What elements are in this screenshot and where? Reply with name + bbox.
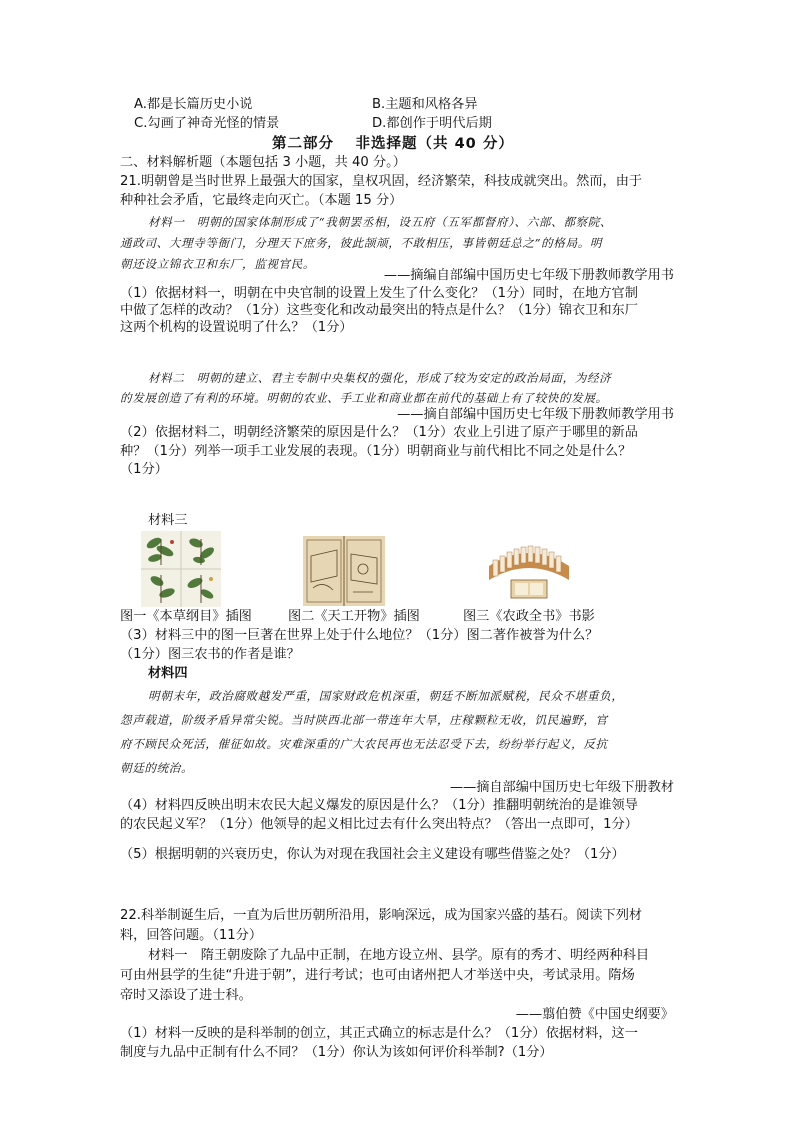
q21-question5: （5）根据明朝的兴衰历史，你认为对现在我国社会主义建设有哪些借鉴之处？（1分） [120, 847, 625, 862]
q21-material3-title: 材料三 [148, 513, 188, 528]
q21-question2-line: （2）依据材料二，明朝经济繁荣的原因是什么？（1分）农业上引进了原产于哪里的新品 [120, 425, 638, 440]
figure3-caption: 图三《农政全书》书影 [463, 609, 595, 624]
option-d: D.都创作于明代后期 [372, 116, 492, 131]
q21-question3-line: （1分）图三农书的作者是谁？ [120, 647, 300, 662]
q21-material4-line: 怨声载道，阶级矛盾异常尖锐。当时陕西北部一带连年大旱，庄稼颗粒无收，饥民遍野，官 [120, 713, 608, 727]
q21-material2-line: 的发展创造了有利的环境。明朝的农业、手工业和商业都在前代的基础上有了较快的发展。 [120, 391, 608, 405]
q22-question1-line: （1）材料一反映的是科举制的创立，其正式确立的标志是什么？（1分）依据材料，这一 [120, 1026, 638, 1041]
q22-material1-line: 可由州县学的生徒“升进于朝”，进行考试；也可由诸州把人才举送中央，考试录用。隋炀 [120, 968, 635, 983]
q21-material4-line: 府不顾民众死活，催征如故。灾难深重的广大农民再也无法忍受下去，纷纷举行起义，反抗 [120, 737, 608, 751]
q21-material4-source: ——摘自部编中国历史七年级下册教材 [449, 780, 674, 795]
figure2-caption: 图二《天工开物》插图 [288, 609, 420, 624]
option-a: A.都是长篇历史小说 [134, 97, 253, 112]
q22-material1-line: 材料一 隋王朝废除了九品中正制，在地方设立州、县学。原有的秀才、明经两种科目 [148, 948, 650, 963]
figure1-caption: 图一《本草纲目》插图 [120, 609, 252, 624]
section-heading: 二、材料解析题（本题包括 3 小题，共 40 分。） [120, 155, 406, 170]
option-b: B.主题和风格各异 [372, 97, 478, 112]
q21-material1-line: 通政司、大理寺等衙门，分理天下庶务，彼此颉颃，不敢相压，事皆朝廷总之”的格局。明 [120, 236, 603, 250]
nongzheng-quanshu-photo [483, 536, 575, 604]
q21-material1-source: ——摘编自部编中国历史七年级下册教师教学用书 [383, 268, 674, 283]
q22-intro-line: 22.科举制诞生后，一直为后世历朝所沿用，影响深远，成为国家兴盛的基石。阅读下列材 [120, 908, 643, 923]
q22-material1-line: 帝时又添设了进士科。 [120, 988, 252, 1003]
option-c: C.勾画了神奇光怪的情景 [134, 116, 280, 131]
q22-material1-source: ——翦伯赞《中国史纲要》 [515, 1007, 674, 1022]
q21-material1-line: 朝还设立锦衣卫和东厂，监视官民。 [120, 257, 316, 271]
q21-question2-line: （1分） [120, 462, 168, 477]
q21-intro-line: 21.明朝曾是当时世界上最强大的国家，皇权巩固，经济繁荣，科技成就突出。然而，由于 [120, 174, 643, 189]
q21-intro-line: 种种社会矛盾，它最终走向灭亡。（本题 15 分） [120, 193, 403, 208]
q21-material4-line: 朝廷的统治。 [120, 761, 194, 775]
q21-question1-line: 中做了怎样的改动？（1分）这些变化和改动最突出的特点是什么？（1分）锦衣卫和东厂 [120, 303, 638, 318]
q22-intro-line: 料，回答问题。（11分） [120, 928, 263, 943]
q21-question3-line: （3）材料三中的图一巨著在世界上处于什么地位？（1分）图二著作被誉为什么？ [120, 628, 599, 643]
q21-material4-title: 材料四 [148, 666, 188, 681]
q21-question2-line: 种？（1分）列举一项手工业发展的表现。（1分）明朝商业与前代相比不同之处是什么？ [120, 444, 632, 459]
q21-material2-line: 材料二 明朝的建立、君主专制中央集权的强化，形成了较为安定的政治局面，为经济 [148, 371, 612, 385]
bencao-illustration [141, 531, 221, 607]
q22-question1-line: 制度与九品中正制有什么不同？（1分）你认为该如何评价科举制?（1分） [120, 1045, 553, 1060]
q21-material2-source: ——摘自部编中国历史七年级下册教师教学用书 [397, 407, 674, 422]
part2-title: 第二部分 非选择题（共 40 分） [272, 136, 514, 152]
q21-question4-line: 的农民起义军？（1分）他领导的起义相比过去有什么突出特点？（答出一点即可，1分） [120, 817, 638, 832]
q21-question1-line: （1）依据材料一，明朝在中央官制的设置上发生了什么变化？（1分）同时，在地方官制 [120, 286, 638, 301]
q21-question1-line: 这两个机构的设置说明了什么？（1分） [120, 320, 353, 335]
q21-material4-line: 明朝末年，政治腐败越发严重，国家财政危机深重，朝廷不断加派赋税，民众不堪重负， [148, 689, 624, 703]
q21-material1-line: 材料一 明朝的国家体制形成了“我朝罢丞相，设五府（五军都督府）、六部、都察院、 [148, 215, 613, 229]
tiangong-kaiwu-illustration [303, 536, 385, 606]
q21-question4-line: （4）材料四反映出明末农民大起义爆发的原因是什么？（1分）推翻明朝统治的是谁领导 [120, 798, 638, 813]
